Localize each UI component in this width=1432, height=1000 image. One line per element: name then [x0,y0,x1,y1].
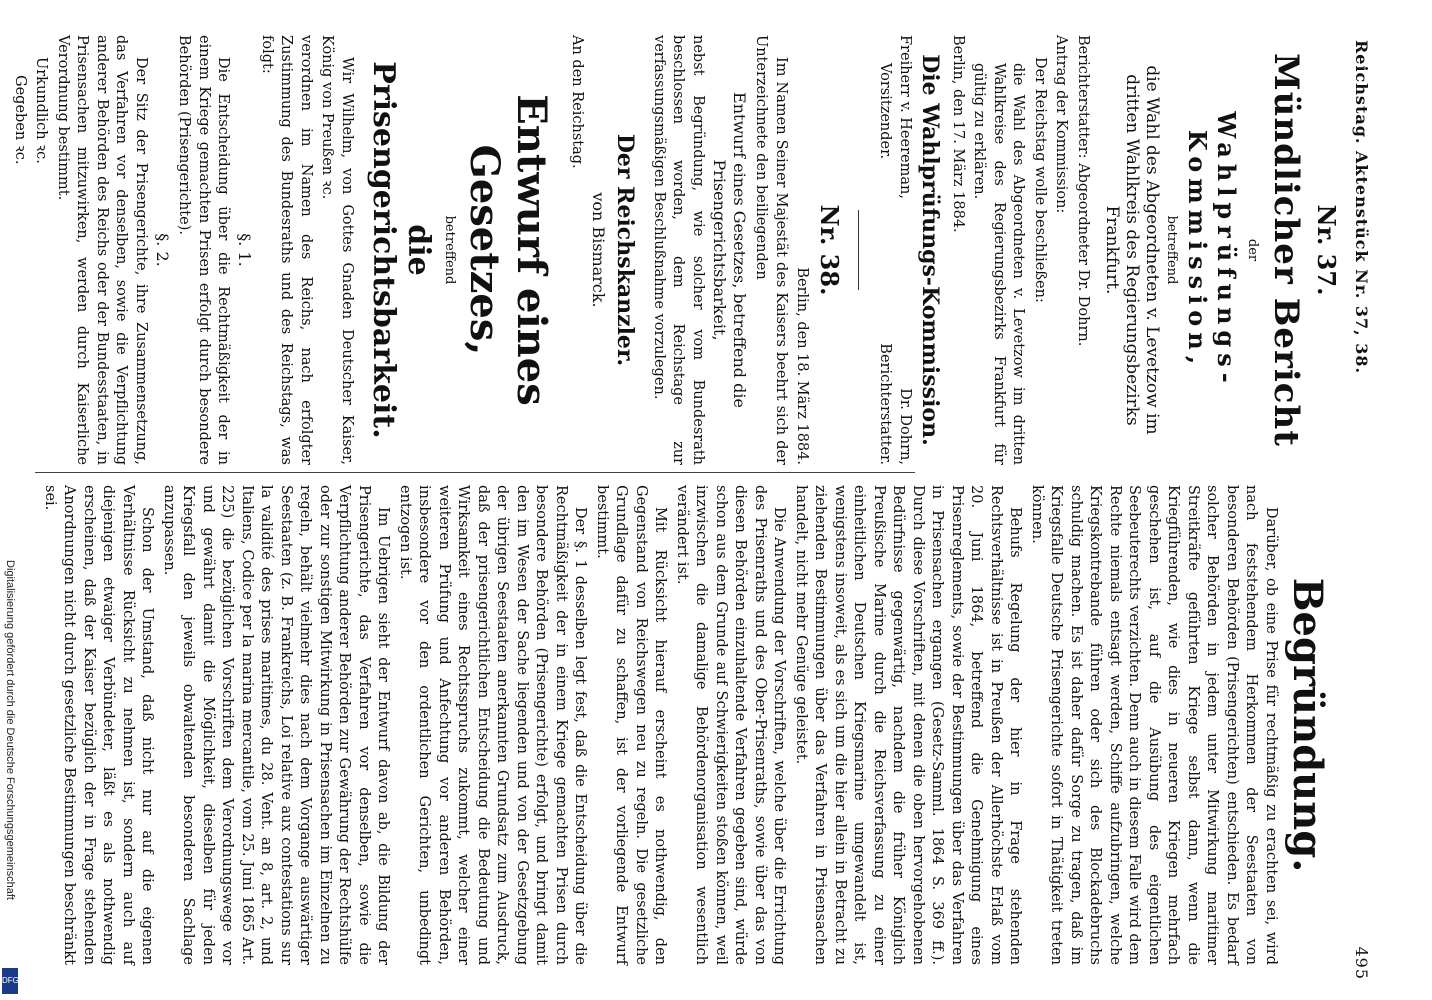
doc37-antrag-label: Antrag der Kommission: [1053,35,1070,214]
begruendung-paragraph: Darüber, ob eine Prise für rechtmäßig zu erachten sei, wird nach feststehendem Herkommen der Seestaaten von besonderen Behörden (Prisengerichten) entschieden. Es bedarf solcher Behörden in jedem unter Mitwirkung maritimer Streitkräfte geführten Kriege selbst dann, wenn die Kriegführenden, wie dies in neueren Kriegen mehrfach geschehen ist, auf die Ausübung des eigentlichen Seebeuterechts verzichten. Denn auch in diesem Falle wird dem Rechte niemals entsagt werden, Schiffe aufzubringen, welche Kriegskontrebande führen oder sich des Blockadebruchs schuldig machen. Es ist daher dafür Sorge zu tragen, daß im Kriegsfalle Deutsche Prisengerichte sofort in Thätigkeit treten können. [1029,485,1279,965]
sig-right-name: Dr. Dohrn, [897,388,914,465]
doc37-commission-name: Die Wahlprüfungs-Kommission. [917,54,944,446]
running-head [1347,40,1377,980]
column-divider [35,472,915,473]
begruendung-paragraph: Mit Rücksicht hierauf erscheint es nothwendig, den Gegenstand von Reichswegen neu zu regeln. Die gesetzliche Grundlage dafür zu schaffen, ist der vorliegende Entwurf bestimmt. [594,485,669,965]
doc38-entwurf-line: Entwurf eines Gesetzes, betreffend die Prisengerichtsbarkeit, [710,92,749,408]
law-betreffend: betreffend [442,215,457,285]
doc37-commission: Wahlprüfungs-Kommission, [1183,111,1241,389]
law-closing-2: Gegeben ꝛc. [12,75,28,165]
doc37-number: Nr. 37. [1312,204,1341,296]
begruendung-paragraph: Im Uebrigen sieht der Entwurf davon ab, die Bildung der Prisengerichte, das Verfahren vor denselben, sowie die Verpflichtung anderer Behörden zur Gewährung der Rechtshülfe oder zur sonstigen Mitwirkung in Prisensachen im Einzelnen zu regeln, behält vielmehr dies nach dem Vorgange auswärtiger Seestaaten (z. B. Frankreichs, Loi relative aux contestations sur la validité des prises maritimes, du 28. Vent. an 8, art. 2, und Italiens, Codice per la marina mercantile, vom 25. Juni 1865 Art. 225) die bezüglichen Vorschriften dem Verordnungswege vor und gewährt damit die Möglichkeit, dieselben für jeden Kriegsfall den jeweils obwaltenden besonderen Sachlage anzupassen. [161,485,392,965]
doc37-antrag-body: die Wahl des Abgeordneten v. Levetzow im dritten Wahlkreise des Regierungsbezirks Frankfurt für gültig zu erklären. [971,63,1027,465]
law-title: Entwurf eines Gesetzes, [461,94,555,406]
begruendung-paragraph: Der §. 1 desselben legt fest, daß die Entscheidung über die Rechtmäßigkeit der in einem Kriege gemachten Prisen durch besondere Behörden (Prisengerichte) erfolgt, und bringt damit den im Wesen der Sache liegenden und von der Gesetzgebung der übrigen Seestaaten anerkannten Grundsatz zum Ausdruck, daß der prisengerichtlichen Entscheidung die Bedeutung und Wirksamkeit eines Rechtsspruchs zukommt, welcher einer weiteren Prüfung und Anfechtung vor anderen Behörden, insbesondere vor den ordentlichen Gerichten, unbedingt entzogen ist. [397,485,589,965]
sig-right-role: Berichterstatter. [877,343,894,465]
law-par2-text: Der Sitz der Prisengerichte, ihre Zusammensetzung, das Verfahren vor denselben, sowie die Verpflichtung anderer Behörden des Reichs oder der Bundesstaaten, in Prisensachen mitzuwirken, werden durch Kaiserliche Verordnung bestimmt. [55,35,149,465]
begruendung-heading: Begründung. [1284,577,1331,873]
sig-left-name: Freiherr v. Heereman, [897,35,914,199]
sig-left-role: Vorsitzender. [877,63,894,160]
doc37-date: Berlin, den 17. März 1884. [950,35,966,233]
law-par1-label: §. 1. [235,233,255,267]
doc38-signer-name: von Bismarck. [589,192,609,308]
doc37-title: Mündlicher Bericht [1266,53,1306,447]
doc37-subject: die Wahl des Abgeordneten v. Levetzow im dritten Wahlkreis des Regierungsbezirks Frankfurt. [1102,65,1162,435]
digitization-credit [0,560,20,1000]
doc38-number: Nr. 38. [815,204,845,296]
doc37-der: der [1245,238,1260,262]
begruendung-paragraph: Die Anwendung der Vorschriften, welche über die Errichtung des Prisenraths und des Ober-Prisenraths, sowie über das von diesen Behörden einzuhaltende Verfahren gegeben sind, würde schon aus dem Grunde auf Schwierigkeiten stoßen können, weil inzwischen die damalige Behördenorganisation wesentlich verändert ist. [674,485,788,965]
law-enacting: Wir Wilhelm, von Gottes Gnaden Deutscher Kaiser, König von Preußen ꝛc. [319,35,355,465]
doc37-signatures-roles [874,35,894,465]
law-closing-1: Urkundlich ꝛc. [33,57,50,164]
doc37-reporter: Berichterstatter: Abgeordneter Dr. Dohrn. [1075,35,1091,347]
doc38-dateline: Berlin, den 18. März 1884. [794,267,811,465]
credit-text: Digitalisierung gefördert durch die Deutsche Forschungsgemeinschaft [4,560,16,900]
scanned-page [5,0,1385,1000]
doc38-signer-title: Der Reichskanzler. [612,133,639,367]
doc37-signatures-names [894,35,914,465]
begruendung-paragraph: Behufs Regelung der hier in Frage stehenden Rechtsverhältnisse ist in Preußen der Allerhöchste Erlaß vom 20. Juni 1864, betreffend die Genehmigung eines Prisenreglements, sowie der Bestimmungen über das Verfahren in Prisensachen ergangen (Gesetz-Samml. 1864 S. 369 ff.). Durch diese Vorschriften, mit denen die oben hervorgehobenen Bedürfnisse gegenwärtig, nachdem die früher Königlich Preußische Marine durch die Reichsverfassung zu einer einheitlichen Deutschen Kriegsmarine umgewandelt ist, wenigstens insoweit, als es sich um die hier allein in Betracht zu ziehenden Bestimmungen über das Verfahren in Prisensachen handelt, nicht mehr Genüge geleistet. [793,485,1024,965]
separator-rule [859,210,860,290]
doc37-betreffend: betreffend [1164,215,1179,285]
law-enacting-2: verordnen im Namen des Reichs, nach erfolgter Zustimmung des Bundesraths und des Reichstags, was folgt: [259,35,314,465]
begruendung-paragraph: Schon der Umstand, daß nicht nur auf die eigenen Verhältnisse Rücksicht zu nehmen ist, sondern auch auf diejenigen etwaiger Verbündeter, läßt es als nothwendig erscheinen, daß der Kaiser bezüglich der in Frage stehenden Anordnungen nicht durch gesetzliche Bestimmungen beschränkt sei. [42,485,156,965]
doc38-intro-end: nebst Begründung, wie solcher vom Bundesrath beschlossen worden, dem Reichstage zur verfassungsmäßigen Beschlußnahme vorzulegen. [651,35,706,465]
doc38-addressee: An den Reichstag. [569,35,586,169]
doc37-antrag-text: Der Reichstag wolle beschließen: [1032,57,1048,303]
law-par2-label: §. 2. [153,233,172,267]
running-head-title: Reichstag. Aktenstück Nr. 37, 38. [1352,40,1371,375]
law-subject: die Prisengerichtsbarkeit. [366,61,436,439]
left-column [12,35,1345,465]
law-par1-text: Die Entscheidung über die Rechtmäßigkeit der in einem Kriege gemachten Prisen erfolgt durch besondere Behörden (Prisengerichte). [176,35,232,465]
page-number: 495 [1352,946,1371,980]
right-column [25,485,1345,965]
doc38-intro: Im Namen Seiner Majestät des Kaisers beehrt sich der Unterzeichnete den beiliegenden [753,35,789,465]
dfg-logo: DFG [2,968,18,994]
